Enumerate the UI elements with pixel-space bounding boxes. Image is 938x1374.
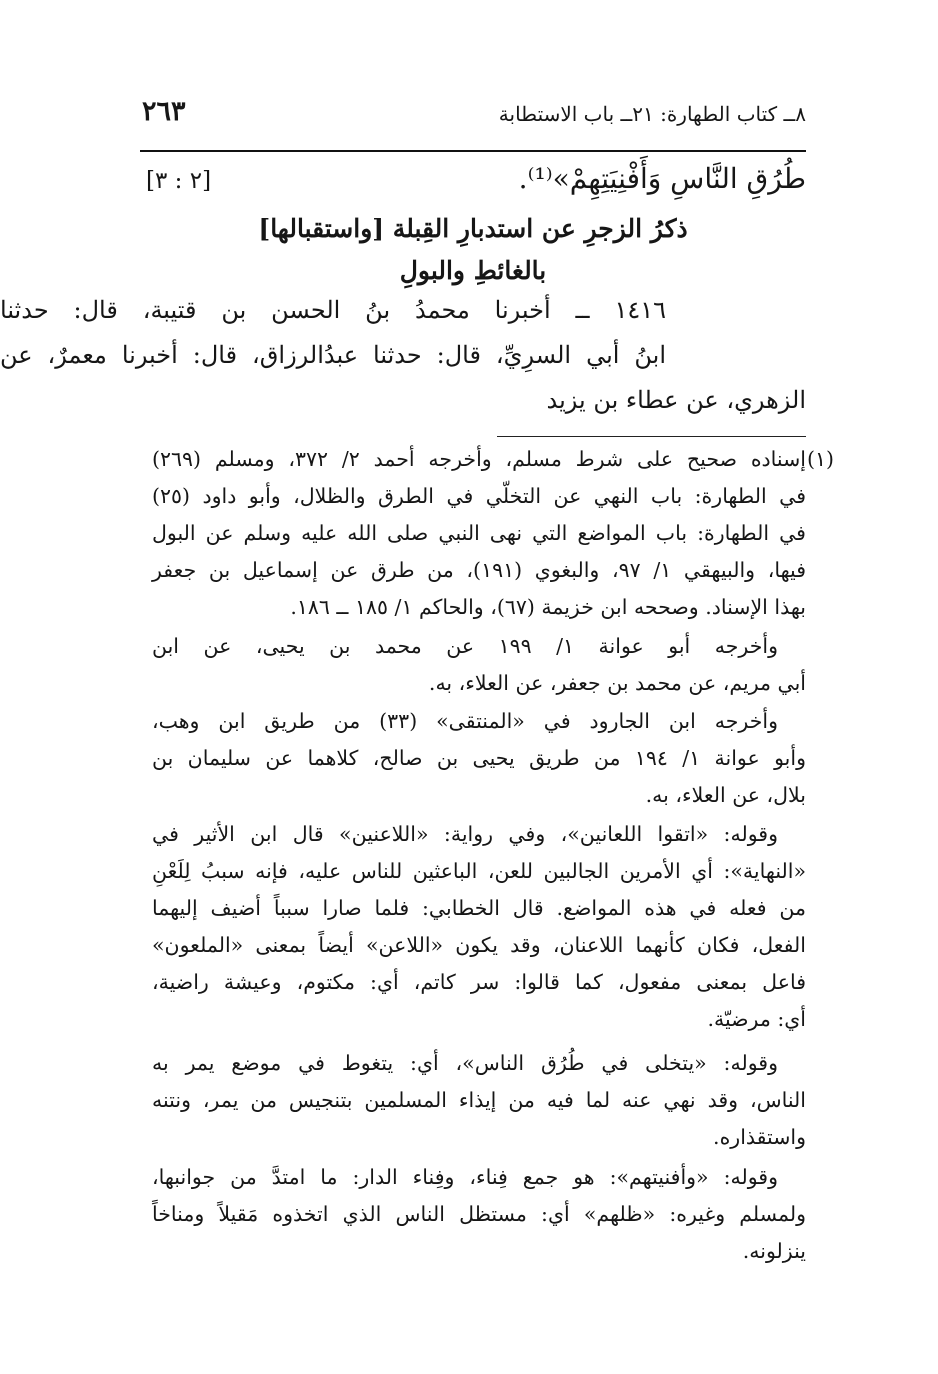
- footnote-line: أبي مريم، عن محمد بن جعفر، عن العلاء، به.: [428, 671, 806, 695]
- footnote-line: «النهاية»: أي الأمرين الجالبين للعن، الباعثين للناس عليه، فإنه سببُ لِلَعْنِ: [152, 859, 806, 883]
- footnote-line: فيها، والبيهقي ١/ ٩٧، والبغوي (١٩١)، من طرق عن إسماعيل بن جعفر: [152, 558, 807, 582]
- footnote-line: وقوله: «وأفنيتهم»: هو جمع فِناء، وفِناء الدار: ما امتدَّ من جوانبها،: [152, 1165, 778, 1189]
- hadith-line-1: ١٤١٦ ــ أخبرنا محمدُ بنُ الحسن بن قتيبة، قال: حدثنا: [0, 296, 666, 324]
- footnote-line: فاعل بمعنى مفعول، كما قالوا: سر كاتم، أي: مكتوم، وعيشة راضية،: [152, 970, 806, 994]
- footnote-line: بلال، عن العلاء، به.: [645, 783, 806, 807]
- footnote-line: في الطهارة: باب المواضع التي نهى النبي صلى الله عليه وسلم عن البول: [152, 521, 806, 545]
- continued-hadith-text: طُرُقِ النَّاسِ وَأَفْنِيَتِهِمْ»⁽¹⁾.: [518, 162, 806, 195]
- footnote-line: أي: مرضيّة.: [707, 1007, 806, 1031]
- footnote-separator: [497, 436, 806, 437]
- footnote-line: وقوله: «اتقوا اللعانين»، وفي رواية: «اللاعنين» قال ابن الأثير في: [152, 822, 778, 846]
- footnote-line: وأخرجه أبو عوانة ١/ ١٩٩ عن محمد بن يحيى، عن ابن: [152, 634, 778, 658]
- page-number: ٢٦٣: [142, 96, 186, 127]
- footnote-line: وقوله: «يتخلى في طُرُق الناس»، أي: يتغوط في موضع يمر به: [152, 1051, 778, 1075]
- hadith-line-3: الزهري، عن عطاء بن يزيد: [546, 386, 806, 414]
- footnote-marker: (١): [806, 447, 834, 471]
- continued-hadith-line: [140, 162, 806, 202]
- footnote-line: إسناده صحيح على شرط مسلم، وأخرجه أحمد ٢/ ٣٧٢، ومسلم (٢٦٩): [152, 447, 806, 471]
- header-rule: [140, 150, 806, 152]
- footnote-line: في الطهارة: باب النهي عن التخلّي في الطرق والظلال، وأبو داود (٢٥): [152, 484, 806, 508]
- footnote-line: ينزلونه.: [742, 1239, 806, 1263]
- footnote-line: واستقذاره.: [713, 1125, 806, 1149]
- hadith-line-2: ابنُ أبي السرِيِّ، قال: حدثنا عبدُالرزاق، قال: أخبرنا معمرٌ، عن: [0, 341, 666, 369]
- footnote-line: الفعل، فكان كأنهما اللاعنان، وقد يكون «اللاعن» أيضاً بمعنى «الملعون»: [152, 933, 806, 957]
- running-head: ٨ــ كتاب الطهارة: ٢١ــ باب الاستطابة: [498, 102, 806, 126]
- chapter-heading-line-1: ذكرُ الزجرِ عن استدبارِ القِبلة [واستقبالها]: [258, 214, 688, 243]
- footnote-line: من فعله في هذه المواضع. قال الخطابي: فلما صارا سبباً أضيف إليهما: [152, 896, 806, 920]
- page-header: [140, 96, 806, 136]
- footnote-line: وأبو عوانة ١/ ١٩٤ من طريق يحيى بن صالح، كلاهما عن سليمان بن: [152, 746, 806, 770]
- verse-reference: [٢ : ٣]: [146, 168, 212, 194]
- footnote-line: ولمسلم وغيره: «ظلهم» أي: مستظل الناس الذي اتخذوه مَقيلاً ومناخاً: [152, 1202, 806, 1226]
- footnote-line: بهذا الإسناد. وصححه ابن خزيمة (٦٧)، والحاكم ١/ ١٨٥ ــ ١٨٦.: [290, 595, 806, 619]
- footnote-line: وأخرجه ابن الجارود في «المنتقى» (٣٣) من طريق ابن وهب،: [152, 709, 778, 733]
- chapter-heading-line-2: بالغائطِ والبولِ: [399, 256, 547, 285]
- footnote-line: الناس، وقد نهي عنه لما فيه من إيذاء المسلمين بتنجيس من يمر، ونتنه: [152, 1088, 806, 1112]
